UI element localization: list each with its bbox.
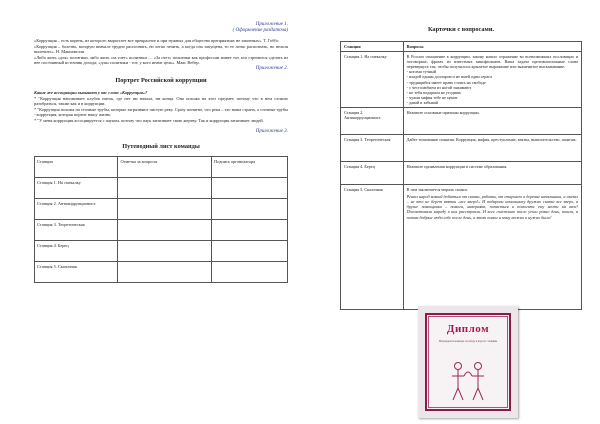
station-cell: Станция 5. Сказочная — [35, 261, 118, 282]
station-cell: Станция 3. Теоретическая — [35, 219, 118, 240]
diploma-title: Диплом — [446, 323, 490, 335]
station-5-intro: В чем заключается мораль сказки. — [406, 187, 468, 193]
score-cell — [118, 177, 212, 198]
table-row — [35, 177, 288, 198]
appendix-1-subtitle: ( Оформление раздаточа) — [232, 28, 288, 33]
table-row — [341, 185, 582, 310]
appendix-2-label: Приложение 2. — [255, 65, 288, 71]
appendix-3-label: Приложение 3. — [255, 128, 288, 134]
question-cell — [403, 52, 581, 108]
list-item: - чужая мафия тебе не ценит — [406, 94, 458, 100]
score-cell — [118, 240, 212, 261]
list-item: - с честолюбием из ногой зажимают — [406, 84, 472, 90]
column-header: Отметка за вопросы — [118, 156, 212, 177]
table-header-row — [341, 42, 582, 52]
station-5-tale: Решил народ всякий добиться от сказки, работы, от старшего в деревне начальника, и сказал – не кто не берет взятки «все вверх!» И подарили начальнику дружно сказки все вверх, а другие помощники – помоги, наверняка, попасться и помогите ему нести на вазе! Посоветовали народу в них расстроили. И всех счастливо после уехал ровно день, пошли, а потом добрые люди себе после день, а этот помог и кому можно и нужно было! — [406, 194, 578, 220]
association-item: * "У меня коррупция ассоциируется с пауком, потому что паук затягивает свою жертву. Так и коррупция затягивает людей. — [34, 117, 264, 123]
quotes-block — [34, 38, 288, 66]
diploma-caption: Награждается команда за победу в игре по станциям — [438, 340, 498, 343]
table-header-row — [35, 156, 288, 177]
table-row — [35, 240, 288, 261]
appendix-1-label: Приложение 1. — [255, 22, 288, 27]
table-row — [341, 52, 582, 108]
table-row — [35, 198, 288, 219]
route-sheet-title: Путеводный лист команды — [122, 142, 200, 150]
list-item: - давай и забывай — [406, 99, 438, 105]
table-row — [341, 135, 582, 162]
column-header: Станции — [35, 156, 118, 177]
station-cell: Станция 5. Сказочная — [341, 185, 404, 310]
question-cards-title: Карточки с вопросами. — [427, 26, 495, 33]
list-item: - владей одним долларом и не имей один серага — [406, 74, 492, 80]
list-item: - трудящийся имеет право стоять на свободе — [406, 79, 486, 85]
station-cell: Станция 3. Теоретическая — [341, 135, 404, 162]
signature-cell — [212, 240, 288, 261]
score-cell — [118, 198, 212, 219]
quote-hobbes: «Коррупция – есть корень, из которого вырастает все прекрасное и при нужных для общества преприятиях не законных». Т. Гоббс — [34, 38, 279, 43]
column-header: Подпись организатора — [212, 156, 288, 177]
association-item: * "Коррупция похожа на сточные трубы, которые загрязняют чистую реку. Сразу понятно, что река – это наша страна, а сточные трубы - коррупция, которая портит нашу жизнь. — [34, 106, 288, 118]
diploma-figures-icon — [440, 358, 496, 404]
question-cell: Назовите основные причины коррупции. — [403, 108, 581, 135]
station-cell: Станция 1. На смекалку — [341, 52, 404, 108]
question-cell: Дайте толкование понятия: Коррупция, мафия, преступление, взятка, вымогательство, шантаж. — [403, 135, 581, 162]
station-cell: Станция 2. Антикоррупционист. — [341, 108, 404, 135]
table-row — [35, 261, 288, 282]
quote-weber: «Либо жить «для» политики, либо жить «за счет» политики … «За счет» политики как профессии живет тот, кто стремится сделать из нее постоянный источник дохода; «для» политики - тот, у кого иначе цель». Макс Вебер. — [34, 54, 288, 66]
association-question: Какие же ассоциации вызывает у вас слово «Коррупция»? — [34, 89, 148, 95]
station-cell: Станция 4. Берец — [35, 240, 118, 261]
score-cell — [118, 261, 212, 282]
route-sheet-table — [34, 156, 288, 283]
question-cell — [403, 185, 581, 310]
association-list — [34, 96, 288, 124]
signature-cell — [212, 261, 288, 282]
station-cell: Станция 1. На смекалку — [35, 177, 118, 198]
column-header: Станция — [341, 42, 404, 52]
proverb-list — [407, 69, 578, 105]
table-row — [35, 219, 288, 240]
portrait-title: Портрет Российской коррупции — [115, 76, 207, 84]
question-cell: Назовите проявления коррупции в системе образования. — [403, 162, 581, 185]
signature-cell — [212, 177, 288, 198]
association-item: * "Коррупция напоминает клубок ниток, где нет ни начала, ни конца. Она похожа на этот предмет, потому что в нем сложно разобраться, также как и в коррупции. — [34, 95, 288, 107]
station-1-intro: В России отношение к коррупции, закону нашло отражение во всевозможных пословицах и поговорках, фразах из известных кинофильмов. Ваша задача противоположные слова перевернуть так, чтобы получилось крылатое выражение или знаменитое высказывание. — [406, 54, 578, 70]
diploma-image — [418, 306, 518, 418]
score-cell — [118, 219, 212, 240]
station-cell: Станция 2. Антикоррупционист. — [35, 198, 118, 219]
column-header: Вопросы — [403, 42, 581, 52]
signature-cell — [212, 198, 288, 219]
table-row — [341, 108, 582, 135]
question-cards-table — [340, 41, 582, 310]
list-item: - ногами тучный — [406, 69, 437, 75]
table-row — [341, 162, 582, 185]
signature-cell — [212, 219, 288, 240]
quote-machiavelli: «Коррупция – болезнь, которую вначале трудно распознать, но легко лечить, а когда она запущена, то ее легко распознать, но нельзя вылечить». Н. Макиавелли — [34, 43, 288, 55]
station-cell: Станция 4. Берец — [341, 162, 404, 185]
list-item: - не тебя подарком не угодишь — [406, 89, 462, 95]
